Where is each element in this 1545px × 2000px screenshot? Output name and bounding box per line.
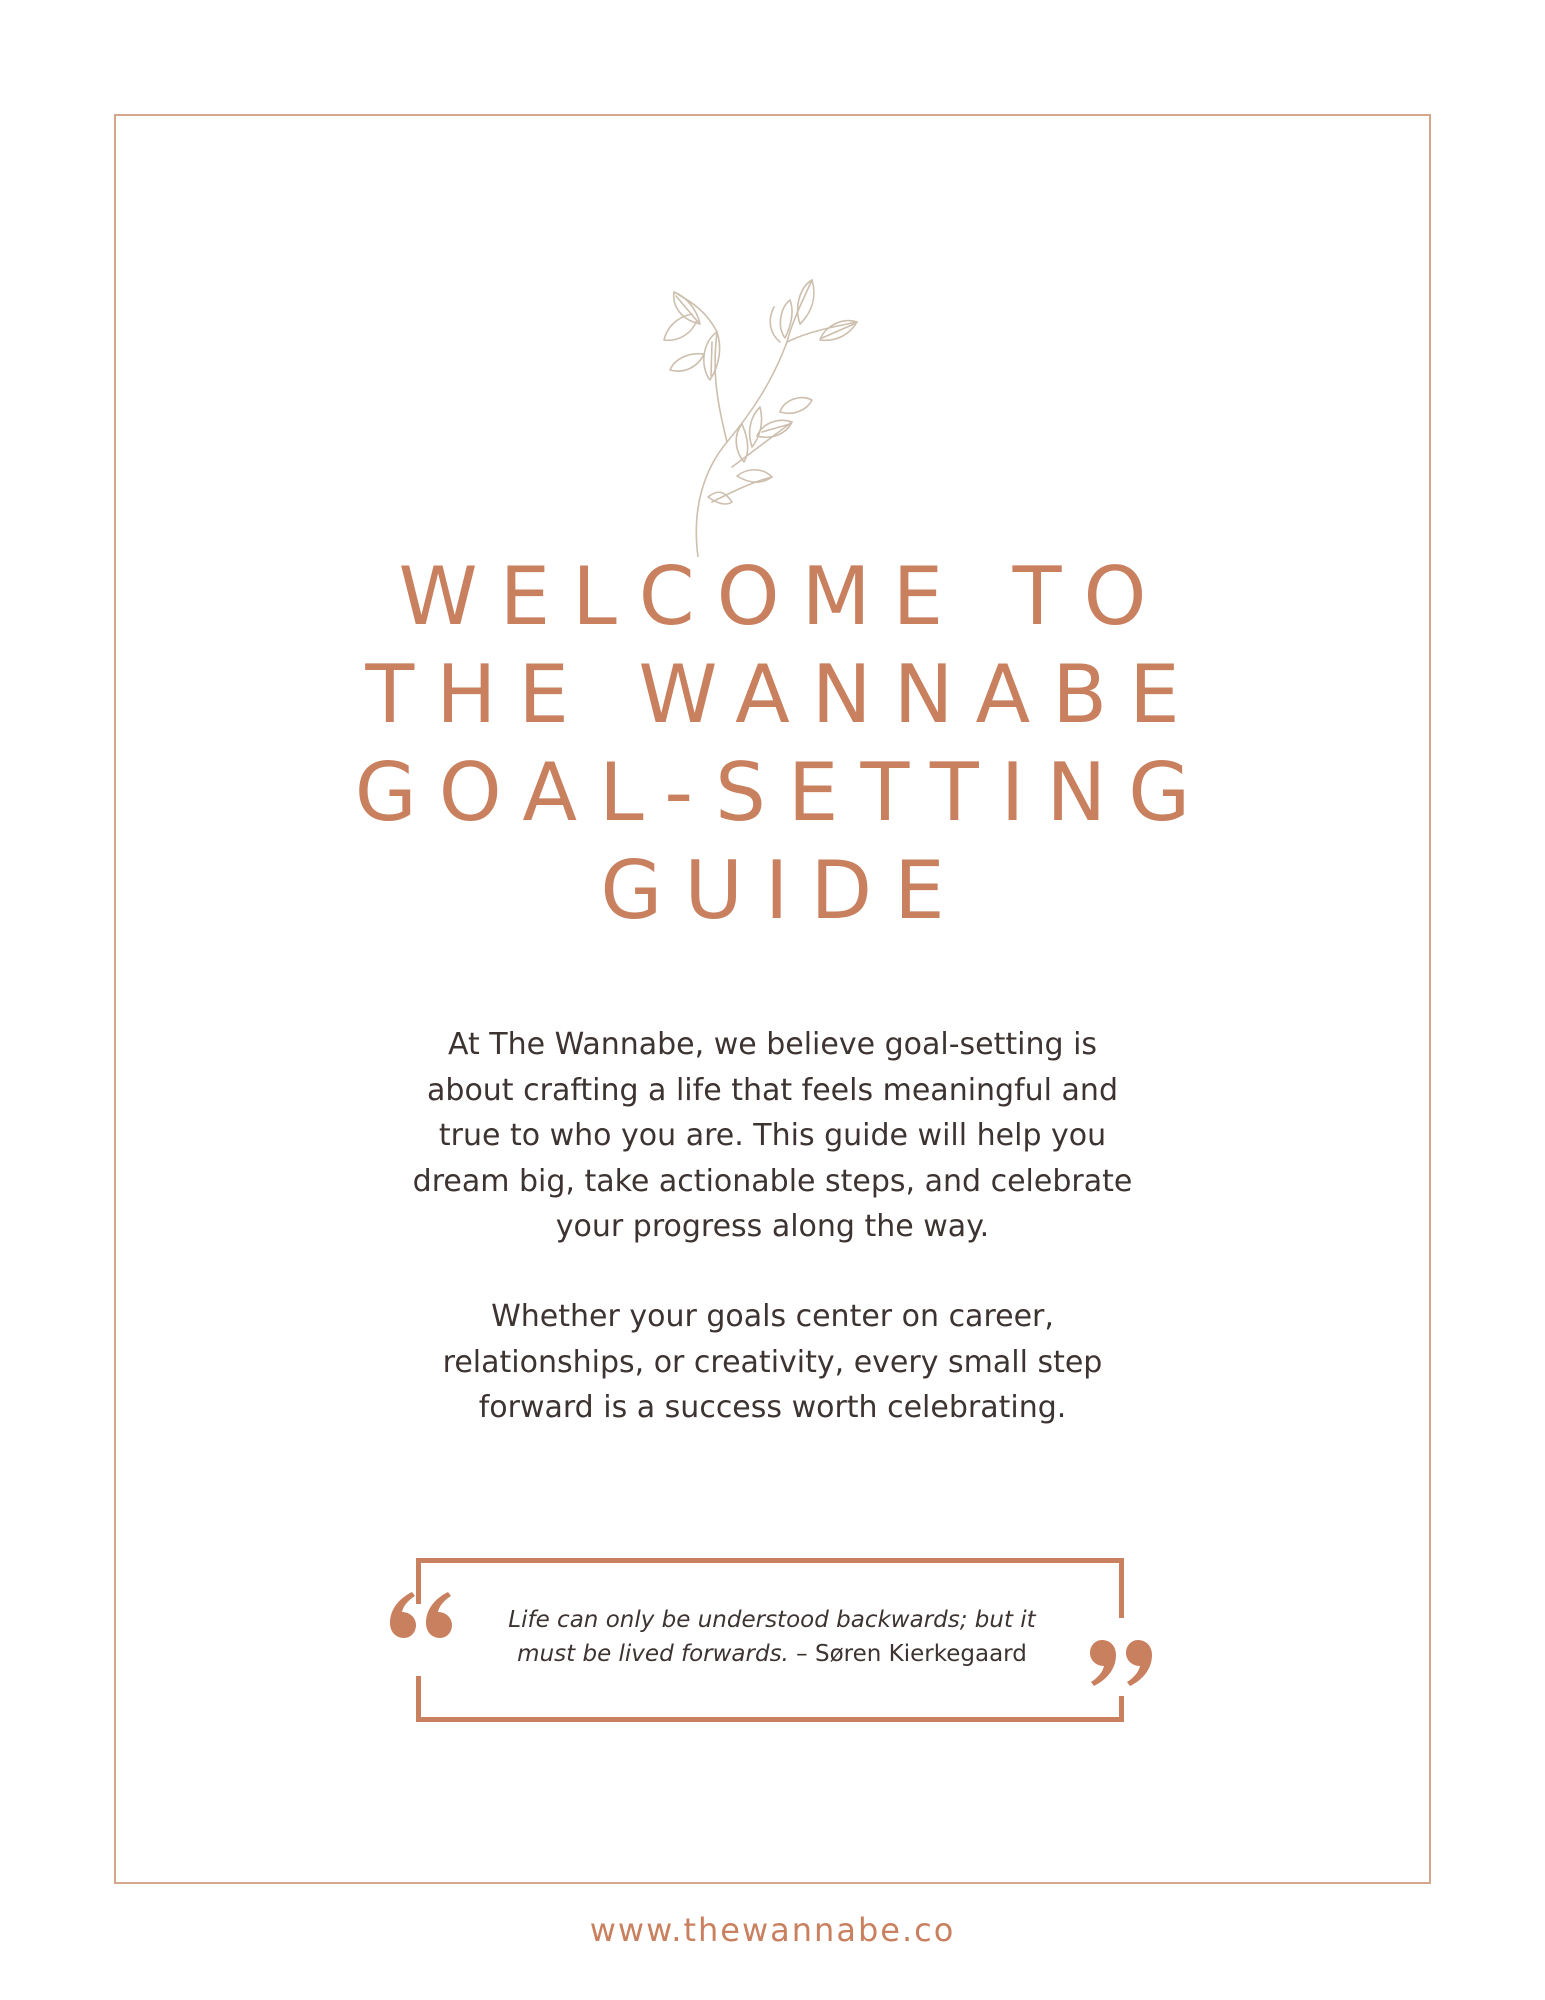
quote-attribution: – Søren Kierkegaard: [788, 1641, 1027, 1667]
open-quote-icon: [390, 1592, 454, 1638]
quote-line-1-text: Life can only be understood backwards; but it: [508, 1607, 1036, 1633]
quote-line-1: [456, 1603, 1088, 1637]
intro-p1-line-2: about crafting a life that feels meaningful and: [427, 1072, 1118, 1108]
title-line-1: WELCOME TO: [398, 550, 1169, 643]
leaf-sprig-icon: [662, 272, 882, 557]
intro-p2-line-2: relationships, or creativity, every small step: [442, 1344, 1103, 1380]
footer-website-url[interactable]: www.thewannabe.co: [589, 1911, 956, 1949]
close-quote-icon: [1088, 1640, 1152, 1686]
title-line-2: THE WANNABE: [365, 648, 1202, 741]
intro-p1-line-4: dream big, take actionable steps, and celebrate: [412, 1163, 1133, 1199]
title-line-3: GOAL-SETTING: [354, 746, 1213, 839]
title-line-4: GUIDE: [600, 844, 967, 937]
page-title: [114, 548, 1431, 940]
intro-p1-line-3: true to who you are. This guide will help you: [438, 1118, 1107, 1153]
intro-p2-line-3: forward is a success worth celebrating.: [478, 1390, 1067, 1425]
intro-p1-line-5: your progress along the way.: [555, 1209, 990, 1244]
quote-line-2: [456, 1637, 1088, 1671]
quote-text: [456, 1603, 1088, 1671]
intro-p2-line-1: Whether your goals center on career,: [491, 1299, 1054, 1334]
intro-paragraph-1: [330, 1022, 1215, 1250]
quote-line-2-text: must be lived forwards.: [517, 1641, 789, 1667]
intro-paragraph-2: [330, 1294, 1215, 1431]
intro-p1-line-1: At The Wannabe, we believe goal-setting is: [447, 1027, 1098, 1062]
